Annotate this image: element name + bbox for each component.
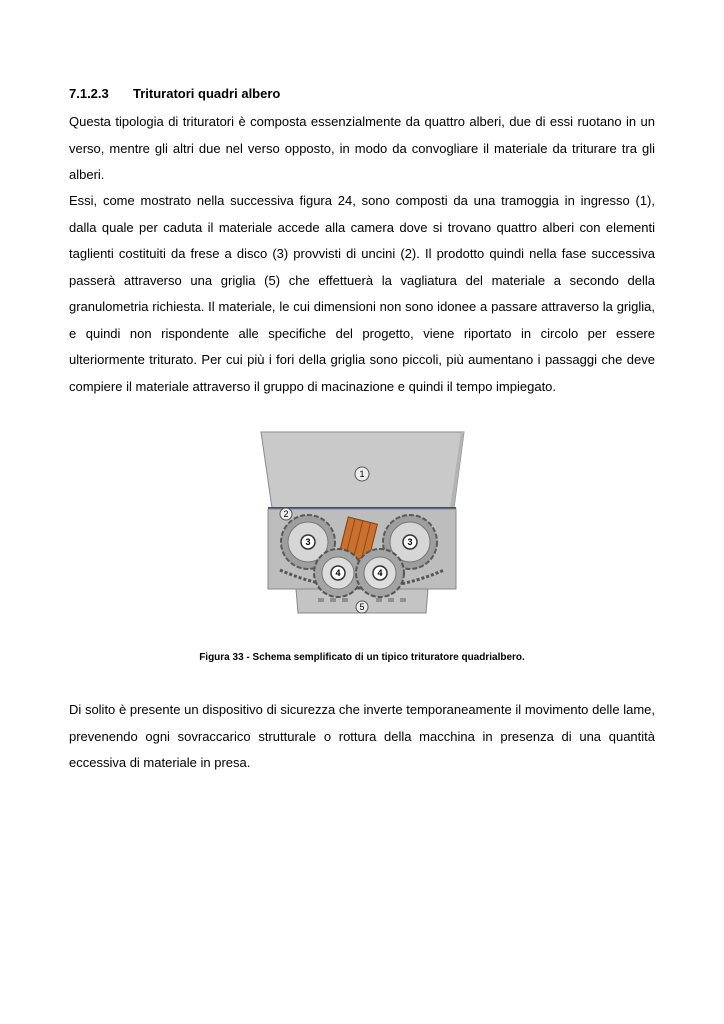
paragraph-intro: Questa tipologia di trituratori è composta essenzialmente da quattro alberi, due di essi ruotano in un verso, mentre gli altri due nel verso opposto, in modo da convogliare il materiale da triturare tra gli alberi. (69, 114, 655, 182)
label-disc-left: 3 (305, 537, 311, 547)
figure-caption: Figura 33 - Schema semplificato di un tipico trituratore quadrialbero. (199, 652, 525, 663)
label-disc-right: 3 (407, 537, 413, 547)
paragraph-description: Essi, come mostrato nella successiva figura 24, sono composti da una tramoggia in ingresso (1), dalla quale per caduta il materiale accede alla camera dove si trovano quattro alberi con elementi taglienti costituiti da frese a disco (3) provvisti di uncini (2). Il prodotto quindi nella fase successiva passerà attraverso una griglia (5) che effettuerà la vagliatura del materiale a secondo della granulometria richiesta. Il materiale, le cui dimensioni non sono idonee a passare attraverso la griglia, e quindi non rispondente alle specifiche del progetto, viene riportato in circolo per essere ulteriormente triturato. Per cui più i fori della griglia sono piccoli, più aumentano i passaggi che deve compiere il materiale attraverso il gruppo di macinazione e quindi il tempo impiegato. (69, 193, 655, 394)
paragraph-safety: Di solito è presente un dispositivo di sicurezza che inverte temporaneamente il movimento delle lame, prevenendo ogni sovraccarico strutturale o rottura della macchina in presenza di una quantità eccessiva di materiale in presa. (69, 702, 655, 770)
label-shaft-right: 4 (377, 568, 383, 578)
label-hopper: 1 (359, 469, 365, 479)
section-title: Trituratori quadri albero (133, 86, 281, 101)
section-number: 7.1.2.3 (69, 86, 109, 101)
label-hooks: 2 (283, 509, 289, 519)
label-grid: 5 (359, 602, 365, 612)
label-shaft-left: 4 (335, 568, 341, 578)
shredder-diagram (258, 430, 468, 616)
section-heading (69, 86, 280, 101)
